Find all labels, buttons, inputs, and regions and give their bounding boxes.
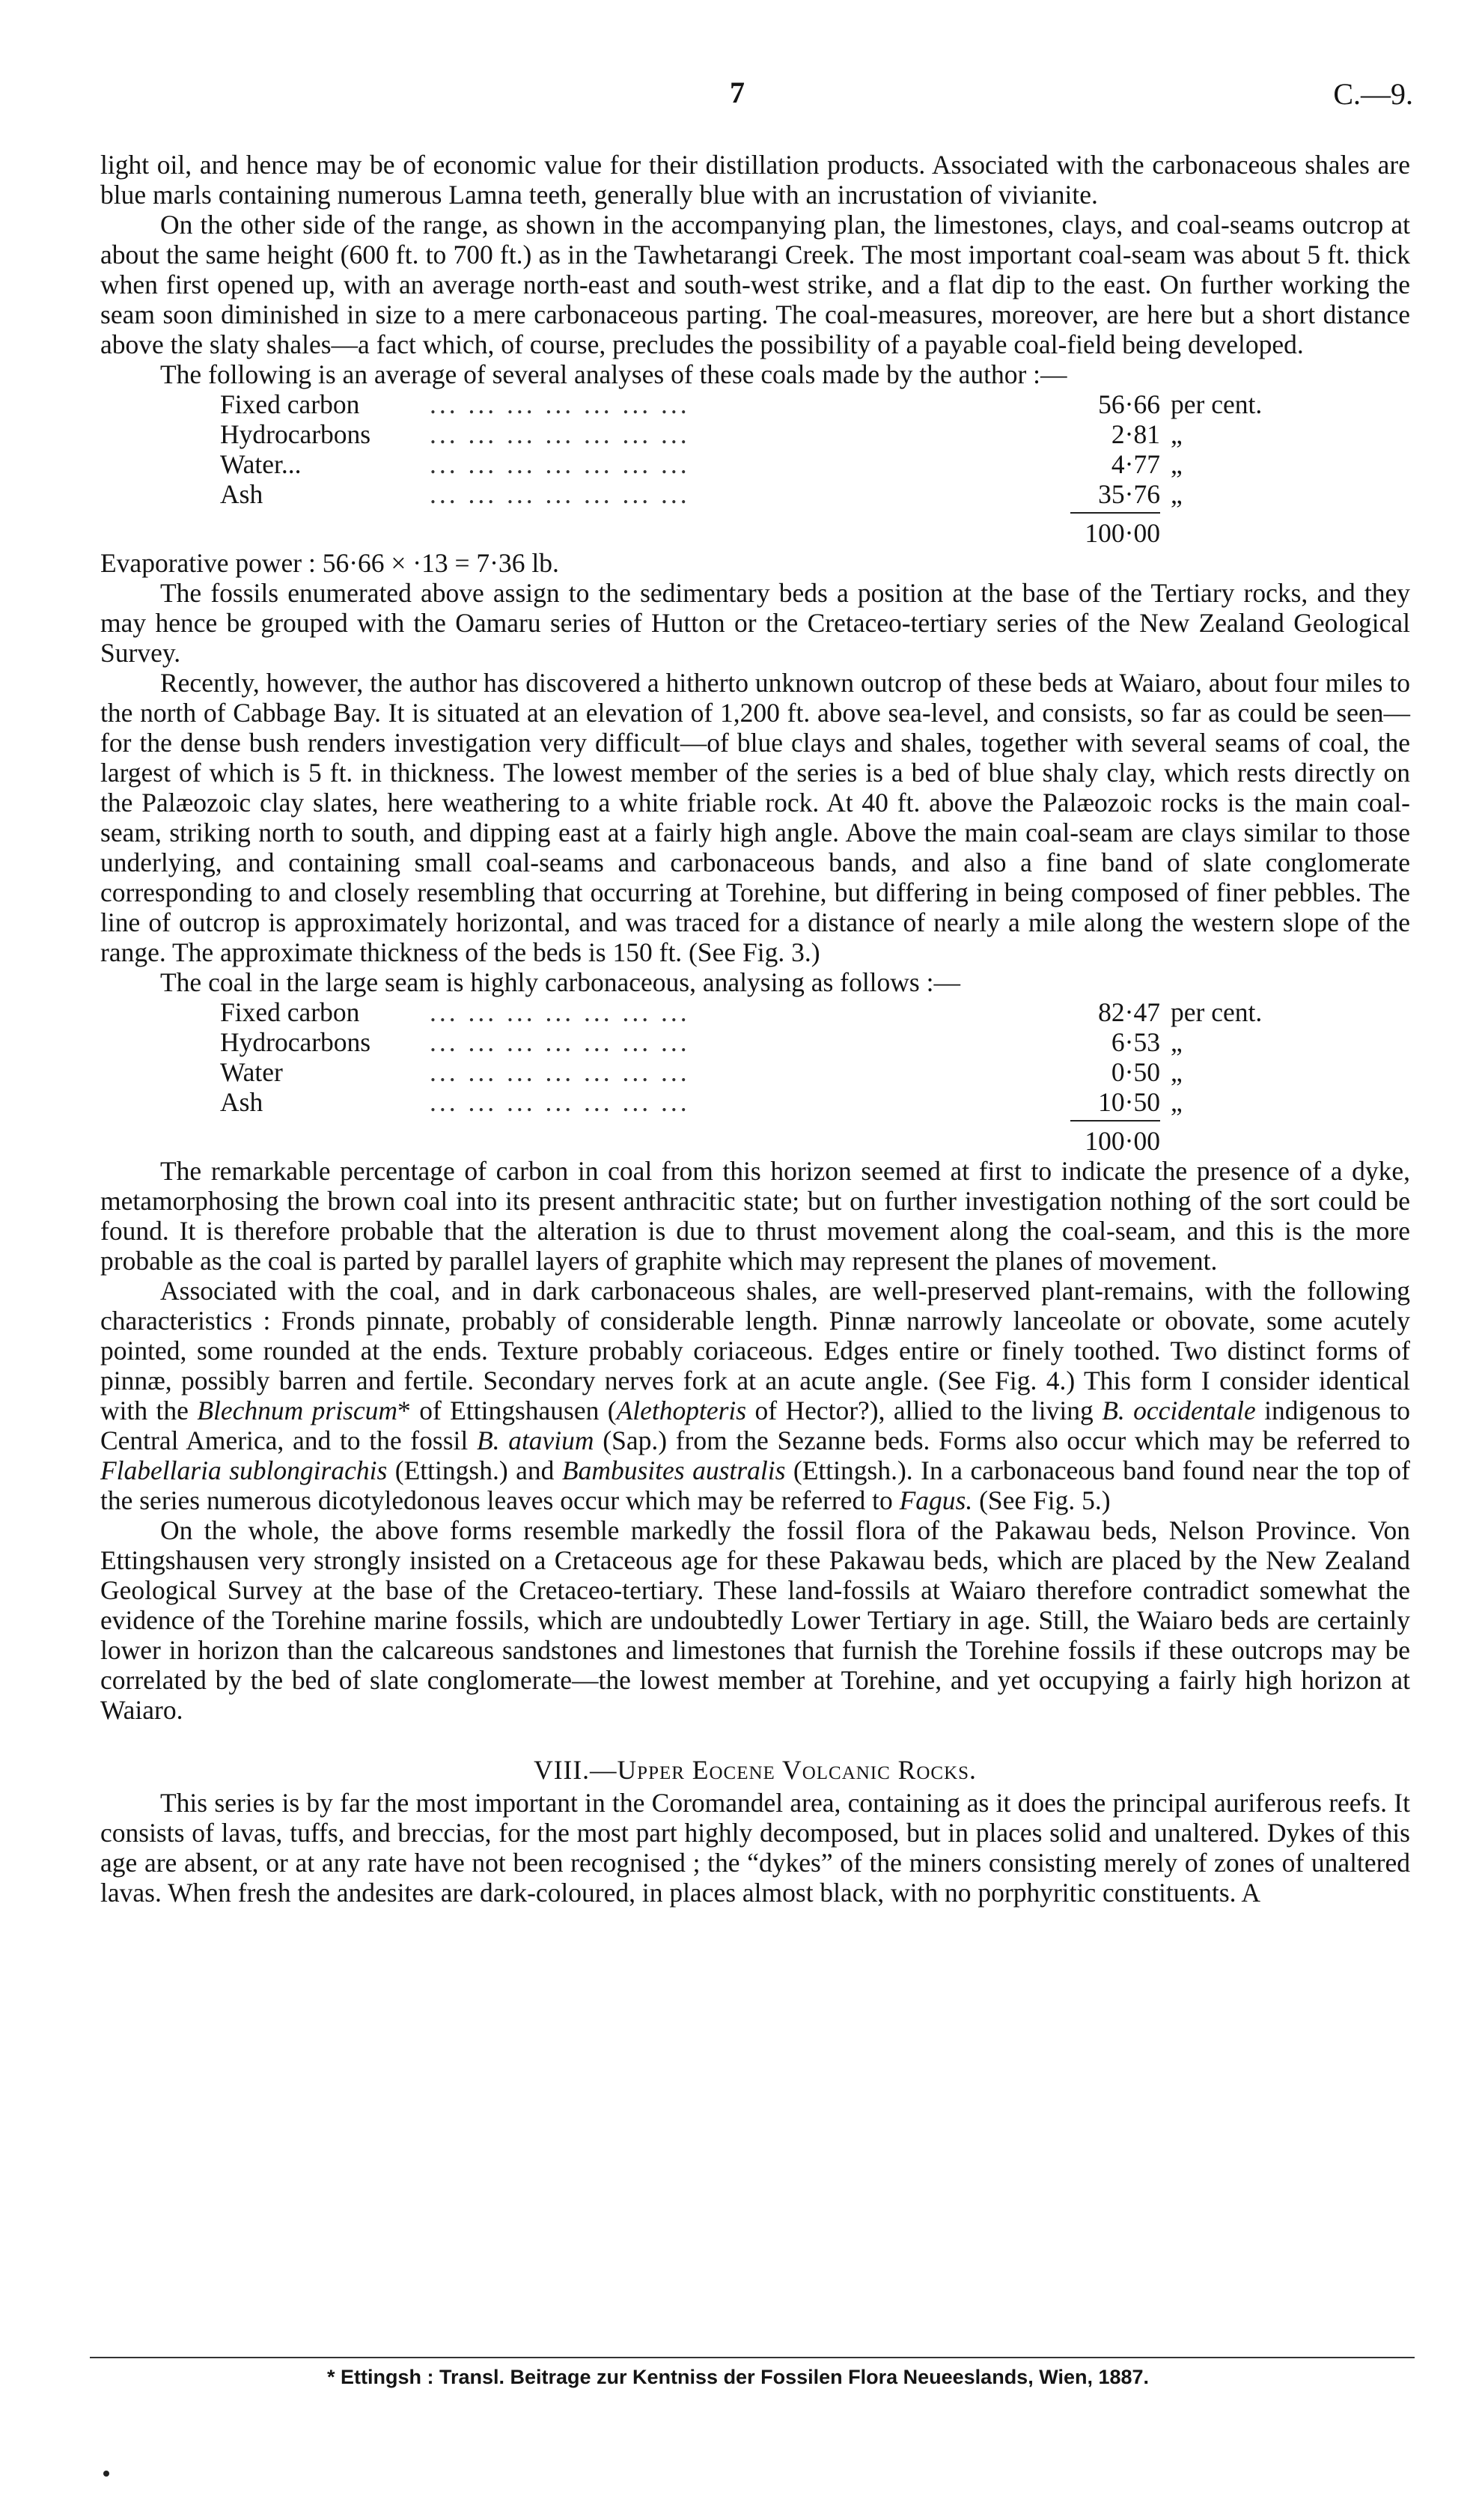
row-label: Hydrocarbons (220, 1027, 371, 1057)
document-code: C.—9. (1333, 77, 1413, 111)
species-name: Blechnum priscum (197, 1396, 398, 1425)
footnote: * Ettingsh : Transl. Beitrage zur Kentniss der Fossilen Flora Neueeslands, Wien, 1887. (326, 2366, 1150, 2388)
row-value: 6·53 (1111, 1027, 1160, 1057)
row-value: 0·50 (1111, 1057, 1160, 1087)
text-run: (Sap.) from the Sezanne beds. Forms also occur which may be referred to (594, 1425, 1410, 1455)
leader-dots: ... ... ... ... ... ... ... (430, 449, 690, 479)
row-unit: „ (1171, 1087, 1183, 1117)
row-label: Fixed carbon (220, 997, 360, 1027)
row-label: Hydrocarbons (220, 419, 371, 449)
text-run: Associated with the coal, and in dark carbonaceous shales, are well-preserved plant-remains, with the following characteristics : Fronds pinnate, probably of considerable length. Pinnæ narrowly lanceolate or obovate, some acutely pointed, some rounded at the ends. Texture probably coriaceous. Edges entire or finely toothed. Two distinct forms of pinnæ, possibly barren and fertile. Secondary nerves fork at an acute angle. (See Fig. 4.) This form I consider identical with the (100, 1276, 1410, 1425)
paragraph: On the other side of the range, as shown in the accompanying plan, the limestones, clays, and coal-seams outcrop at about the same height (600 ft. to 700 ft.) as in the Tawhetarangi Creek. The most important coal-seam was about 5 ft. thick when first opened up, with an average north-east and south-west strike, and a flat dip to the east. On further working the seam soon diminished in size to a mere carbonaceous parting. The coal-measures, moreover, are here but a short distance above the slaty shales—a fact which, of course, precludes the possibility of a payable coal-field being developed. (100, 210, 1410, 359)
text-run: * of Ettingshausen ( (397, 1396, 617, 1425)
paragraph: light oil, and hence may be of economic value for their distillation products. Associated with the carbonaceous shales are blue marls containing numerous Lamna teeth, generally blue with an incrustation of vivianite. (100, 150, 1410, 210)
body-text (100, 150, 1410, 1908)
species-name: Alethopteris (616, 1396, 747, 1425)
species-name: Flabellaria sublongirachis (100, 1455, 388, 1485)
paragraph: The remarkable percentage of carbon in coal from this horizon seemed at first to indicate the presence of a dyke, metamorphosing the brown coal into its present anthracitic state; but on further investigation nothing of the sort could be found. It is therefore probable that the alteration is due to thrust movement along the coal-seam, and this is the more probable as the coal is parted by parallel layers of graphite which may represent the planes of movement. (100, 1156, 1410, 1276)
scan-speck (103, 2471, 109, 2477)
row-label: Water (220, 1057, 283, 1087)
row-value: 2·81 (1111, 419, 1160, 449)
species-name: Fagus. (899, 1485, 973, 1515)
coal-analysis-table-2 (220, 997, 1320, 1156)
row-value: 56·66 (1098, 389, 1160, 419)
table-total-row (220, 509, 1320, 548)
row-unit: per cent. (1171, 997, 1263, 1027)
total-value: 100·00 (1070, 1120, 1160, 1156)
table-row (220, 389, 1320, 419)
row-unit: „ (1171, 479, 1183, 509)
table-row (220, 997, 1320, 1027)
row-unit: per cent. (1171, 389, 1263, 419)
leader-dots: ... ... ... ... ... ... ... (430, 1087, 690, 1117)
page-number: 7 (730, 76, 745, 109)
section-numeral: VIII.— (534, 1755, 617, 1785)
row-label: Fixed carbon (220, 389, 360, 419)
text-run: (See Fig. 5.) (972, 1485, 1111, 1515)
coal-analysis-table-1 (220, 389, 1320, 548)
table-row (220, 449, 1320, 479)
row-unit: „ (1171, 1027, 1183, 1057)
text-run: (Ettingsh.) and (387, 1455, 562, 1485)
table-row (220, 1087, 1320, 1117)
table-intro: The coal in the large seam is highly carbonaceous, analysing as follows :— (160, 967, 960, 997)
evaporative-power: Evaporative power : 56·66 × ·13 = 7·36 lb. (100, 548, 559, 578)
row-label: Ash (220, 479, 263, 509)
footnote-rule (90, 2357, 1415, 2358)
paragraph-plant-remains (100, 1276, 1410, 1515)
row-value: 82·47 (1098, 997, 1160, 1027)
leader-dots: ... ... ... ... ... ... ... (430, 1027, 690, 1057)
leader-dots: ... ... ... ... ... ... ... (430, 1057, 690, 1087)
table-row (220, 1027, 1320, 1057)
row-unit: „ (1171, 419, 1183, 449)
row-value: 4·77 (1111, 449, 1160, 479)
section-title: Upper Eocene Volcanic Rocks. (617, 1755, 977, 1785)
text-run: of Hector?), allied to the living (746, 1396, 1103, 1425)
table-row (220, 1057, 1320, 1087)
species-name: Bambusites australis (561, 1455, 786, 1485)
row-unit: „ (1171, 1057, 1183, 1087)
row-value: 35·76 (1098, 479, 1160, 509)
paragraph: This series is by far the most important in the Coromandel area, containing as it does the principal auriferous reefs. It consists of lavas, tuffs, and breccias, for the most part highly decomposed, but in places solid and unaltered. Dykes of this age are absent, or at any rate have not been recognised ; the “dykes” of the miners consisting merely of zones of unaltered lavas. When fresh the andesites are dark-coloured, in places almost black, with no porphyritic constituents. A (100, 1788, 1410, 1908)
table-intro: The following is an average of several analyses of these coals made by the author :— (160, 359, 1067, 389)
section-heading (100, 1755, 1410, 1785)
row-unit: „ (1171, 449, 1183, 479)
table-row (220, 479, 1320, 509)
species-name: B. atavium (476, 1425, 594, 1455)
total-value: 100·00 (1070, 512, 1160, 548)
species-name: B. occidentale (1102, 1396, 1256, 1425)
leader-dots: ... ... ... ... ... ... ... (430, 419, 690, 449)
row-value: 10·50 (1098, 1087, 1160, 1117)
paragraph: On the whole, the above forms resemble markedly the fossil flora of the Pakawau beds, Nelson Province. Von Ettingshausen very strongly insisted on a Cretaceous age for these Pakawau beds, which are placed by the New Zealand Geological Survey at the base of the Cretaceo-tertiary. These land-fossils at Waiaro therefore contradict somewhat the evidence of the Torehine marine fossils, which are undoubtedly Lower Tertiary in age. Still, the Waiaro beds are certainly lower in horizon than the calcareous sandstones and limestones that furnish the Torehine fossils if these outcrops may be correlated by the bed of slate conglomerate—the lowest member at Torehine, and yet occupying a fairly high horizon at Waiaro. (100, 1515, 1410, 1725)
text-run: indigenous to Central America, and to the fossil (100, 1396, 1410, 1455)
table-row (220, 419, 1320, 449)
leader-dots: ... ... ... ... ... ... ... (430, 479, 690, 509)
paragraph: The fossils enumerated above assign to the sedimentary beds a position at the base of the Tertiary rocks, and they may hence be grouped with the Oamaru series of Hutton or the Cretaceo-tertiary series of the New Zealand Geological Survey. (100, 578, 1410, 668)
row-label: Water... (220, 449, 302, 479)
table-total-row (220, 1117, 1320, 1156)
row-label: Ash (220, 1087, 263, 1117)
leader-dots: ... ... ... ... ... ... ... (430, 997, 690, 1027)
leader-dots: ... ... ... ... ... ... ... (430, 389, 690, 419)
paragraph: Recently, however, the author has discovered a hitherto unknown outcrop of these beds at Waiaro, about four miles to the north of Cabbage Bay. It is situated at an elevation of 1,200 ft. above sea-level, and consists, so far as could be seen—for the dense bush renders investigation very difficult—of blue clays and shales, together with several seams of coal, the largest of which is 5 ft. in thickness. The lowest member of the series is a bed of blue shaly clay, which rests directly on the Palæozoic clay slates, here weathering to a white friable rock. At 40 ft. above the Palæozoic rocks is the main coal-seam, striking north to south, and dipping east at a fairly high angle. Above the main coal-seam are clays similar to those underlying, and containing small coal-seams and carbonaceous bands, and also a fine band of slate conglomerate corresponding to and closely resembling that occurring at Torehine, but differing in being composed of finer pebbles. The line of outcrop is approximately horizontal, and was traced for a distance of nearly a mile along the western slope of the range. The approximate thickness of the beds is 150 ft. (See Fig. 3.) (100, 668, 1410, 967)
text-run: (Ettingsh.). In a carbonaceous band found near the top of the series numerous dicotyledonous leaves occur which may be referred to (100, 1455, 1410, 1515)
